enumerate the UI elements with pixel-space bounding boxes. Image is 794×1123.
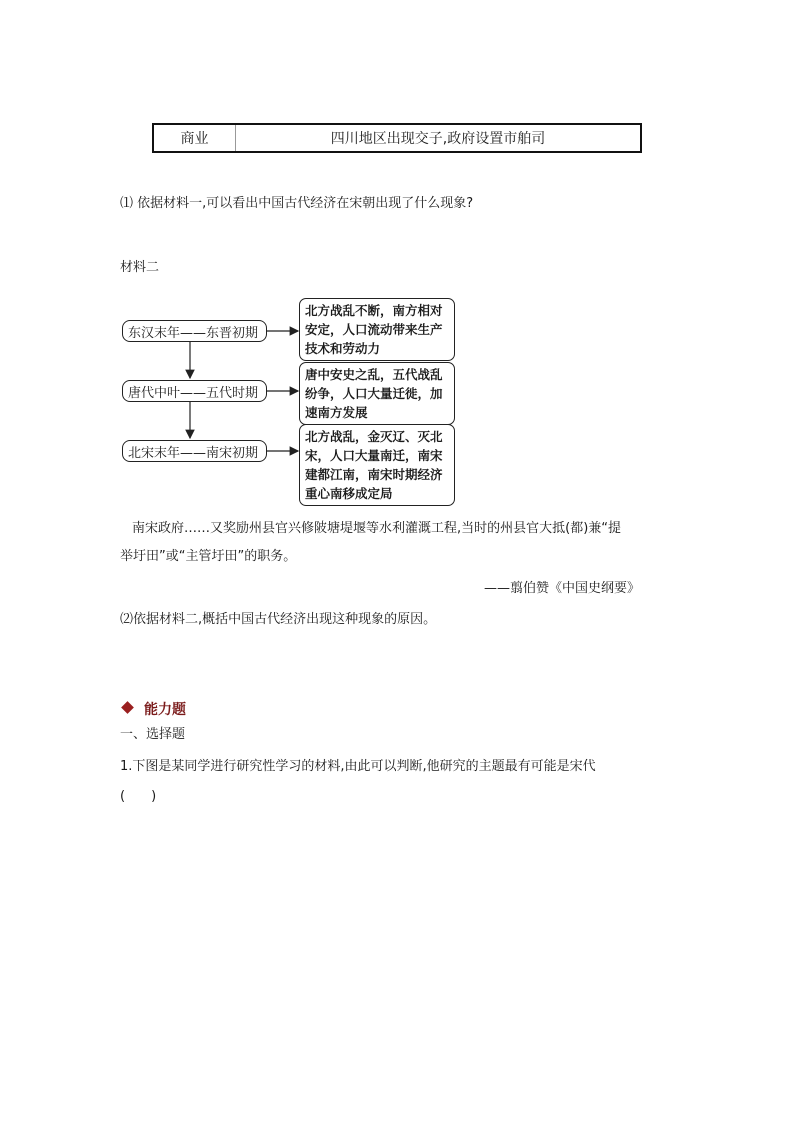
question-3: 1.下图是某同学进行研究性学习的材料,由此可以判断,他研究的主题最有可能是宋代: [120, 759, 596, 774]
period-pill-1: 东汉末年——东晋初期: [122, 320, 267, 342]
subsection-title: 一、选择题: [120, 727, 186, 742]
question-1: ⑴ 依据材料一,可以看出中国古代经济在宋朝出现了什么现象?: [120, 196, 474, 211]
material-2-label: 材料二: [120, 260, 160, 275]
reason-box-3: 北方战乱，金灭辽、灭北 宋，人口大量南迁，南宋 建都江南，南宋时期经济 重心南移成定局: [299, 424, 455, 506]
question-2: ⑵依据材料二,概括中国古代经济出现这种现象的原因。: [120, 612, 437, 627]
period-pill-3: 北宋末年——南宋初期: [122, 440, 267, 462]
quote-line-1: 南宋政府……又奖励州县官兴修陂塘堤堰等水利灌溉工程,当时的州县官大抵(都)兼“提: [132, 521, 622, 536]
period-pill-2: 唐代中叶——五代时期: [122, 380, 267, 402]
diamond-bullet-icon: [121, 701, 134, 714]
quote-source: ——翦伯赞《中国史纲要》: [484, 581, 641, 596]
answer-parentheses: ( ): [120, 789, 157, 804]
section-title: 能力题: [144, 702, 186, 718]
table-row-value: 四川地区出现交子,政府设置市舶司: [330, 131, 546, 147]
table-row-label: 商业: [154, 125, 236, 151]
reason-box-1: 北方战乱不断，南方相对 安定，人口流动带来生产 技术和劳动力: [299, 298, 455, 361]
reason-box-2: 唐中安史之乱，五代战乱 纷争，人口大量迁徙，加 速南方发展: [299, 362, 455, 425]
commerce-table-row: [152, 123, 642, 153]
quote-line-2: 举圩田”或“主管圩田”的职务。: [120, 549, 297, 564]
